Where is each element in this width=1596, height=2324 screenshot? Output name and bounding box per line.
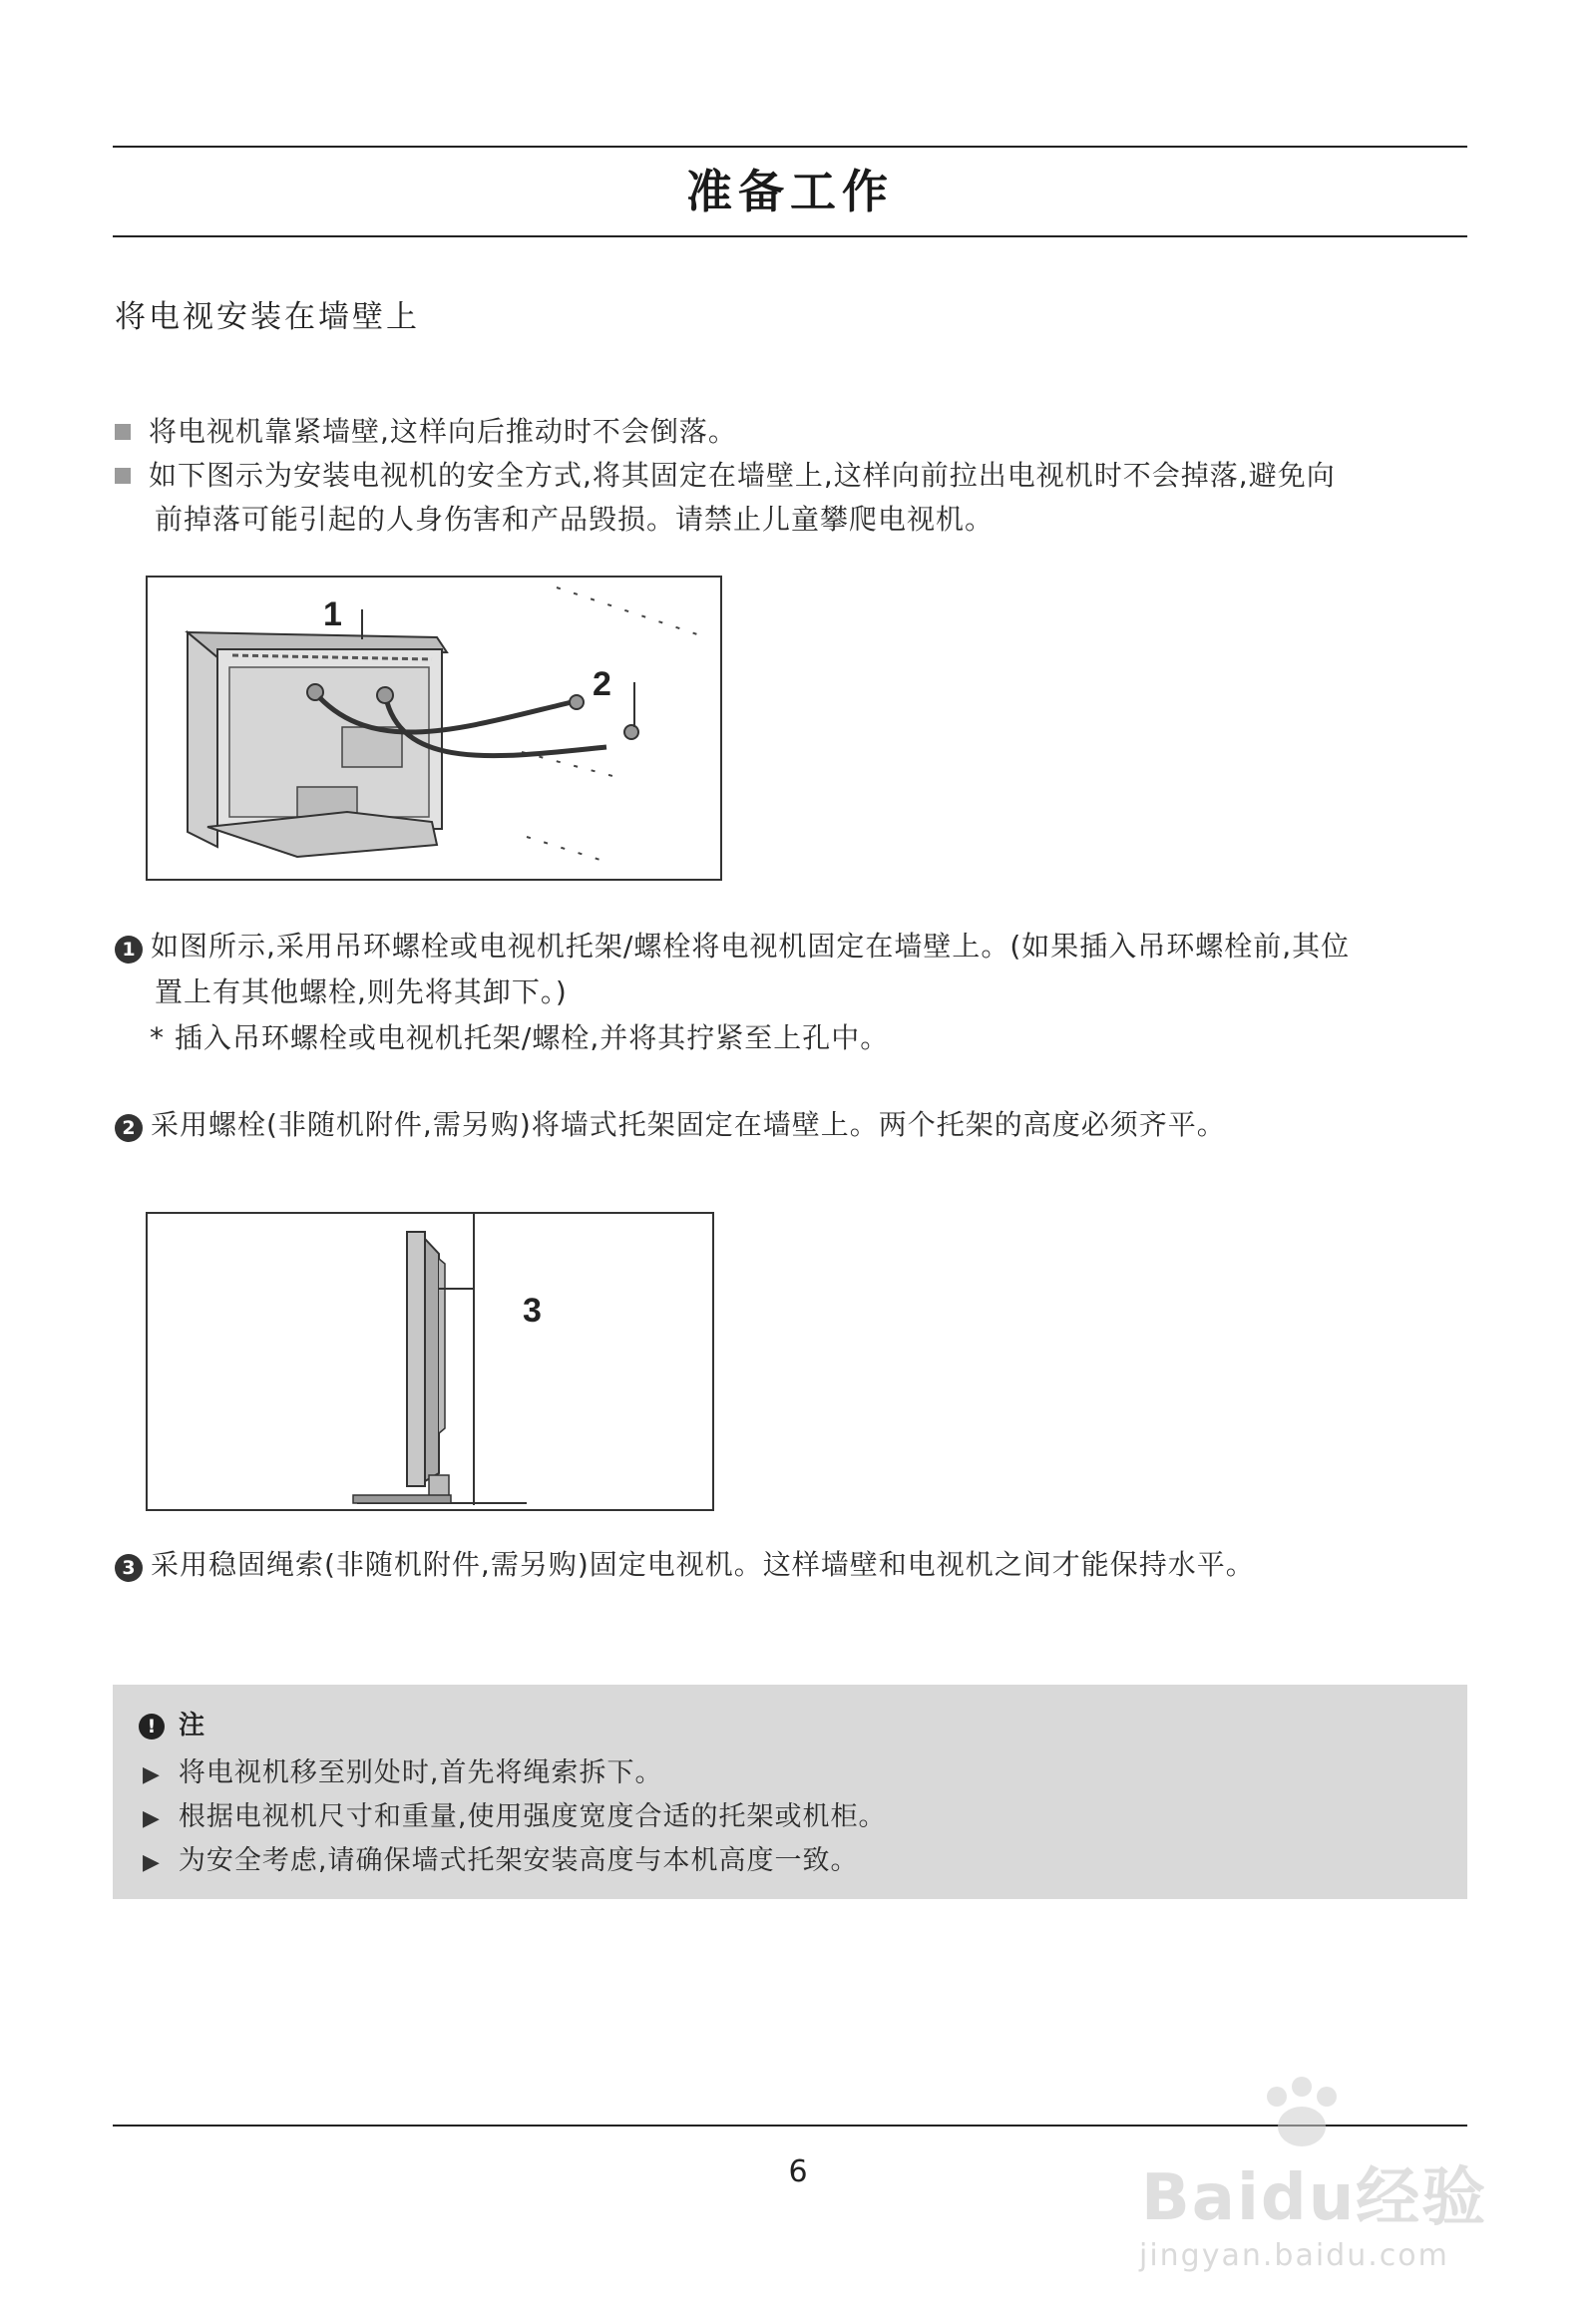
bullet-1: 将电视机靠紧墙壁,这样向后推动时不会倒落。 <box>115 409 737 455</box>
tv-back-illustration <box>148 578 720 879</box>
figure-label-3: 3 <box>523 1292 542 1330</box>
section-title: 将电视安装在墙壁上 <box>115 299 420 335</box>
bullet-2-continued: 前掉落可能引起的人身伤害和产品毁损。请禁止儿童攀爬电视机。 <box>155 503 995 536</box>
square-bullet-icon <box>115 468 131 484</box>
tv-side-illustration <box>148 1214 712 1509</box>
step-1-line-1: 1 如图所示,采用吊环螺栓或电视机托架/螺栓将电视机固定在墙壁上。(如果插入吊环螺栓前,其位 <box>115 924 1350 969</box>
page-title: 准备工作 <box>686 165 894 218</box>
paw-logo-icon <box>1247 2075 1367 2154</box>
top-rule <box>113 146 1467 148</box>
step-number-3-icon: 3 <box>115 1554 143 1582</box>
note-item-3: ▶ 为安全考虑,请确保墙式托架安装高度与本机高度一致。 <box>143 1845 859 1876</box>
step-number-2-icon: 2 <box>115 1114 143 1142</box>
note-heading: ! 注 <box>139 1705 204 1742</box>
baidu-watermark <box>1117 2075 1516 2304</box>
figure-wall-mount-back <box>146 576 722 881</box>
step-3: 3 采用稳固绳索(非随机附件,需另购)固定电视机。这样墙壁和电视机之间才能保持水平。 <box>115 1542 1255 1588</box>
square-bullet-icon <box>115 424 131 440</box>
figure-label-2: 2 <box>593 665 611 703</box>
figure-label-1: 1 <box>323 595 342 633</box>
step-1-line-2: 置上有其他螺栓,则先将其卸下。) <box>155 975 568 1008</box>
title-rule <box>113 235 1467 237</box>
watermark-url: jingyan.baidu.com <box>1139 2238 1449 2273</box>
step-2: 2 采用螺栓(非随机附件,需另购)将墙式托架固定在墙壁上。两个托架的高度必须齐平。 <box>115 1102 1226 1148</box>
triangle-bullet-icon: ▶ <box>143 1850 161 1875</box>
note-item-1: ▶ 将电视机移至别处时,首先将绳索拆下。 <box>143 1757 663 1788</box>
step-number-1-icon: 1 <box>115 936 143 964</box>
figure-wall-mount-side <box>146 1212 714 1511</box>
triangle-bullet-icon: ▶ <box>143 1806 161 1831</box>
bullet-2: 如下图示为安装电视机的安全方式,将其固定在墙壁上,这样向前拉出电视机时不会掉落,避免向 <box>115 453 1336 499</box>
page-number: 6 <box>788 2154 808 2189</box>
step-1-footnote: * 插入吊环螺栓或电视机托架/螺栓,并将其拧紧至上孔中。 <box>150 1021 890 1054</box>
triangle-bullet-icon: ▶ <box>143 1762 161 1787</box>
note-box <box>113 1685 1467 1899</box>
exclamation-icon: ! <box>139 1714 165 1740</box>
watermark-brand: Baidu经验 <box>1141 2161 1488 2235</box>
note-item-2: ▶ 根据电视机尺寸和重量,使用强度宽度合适的托架或机柜。 <box>143 1801 887 1832</box>
